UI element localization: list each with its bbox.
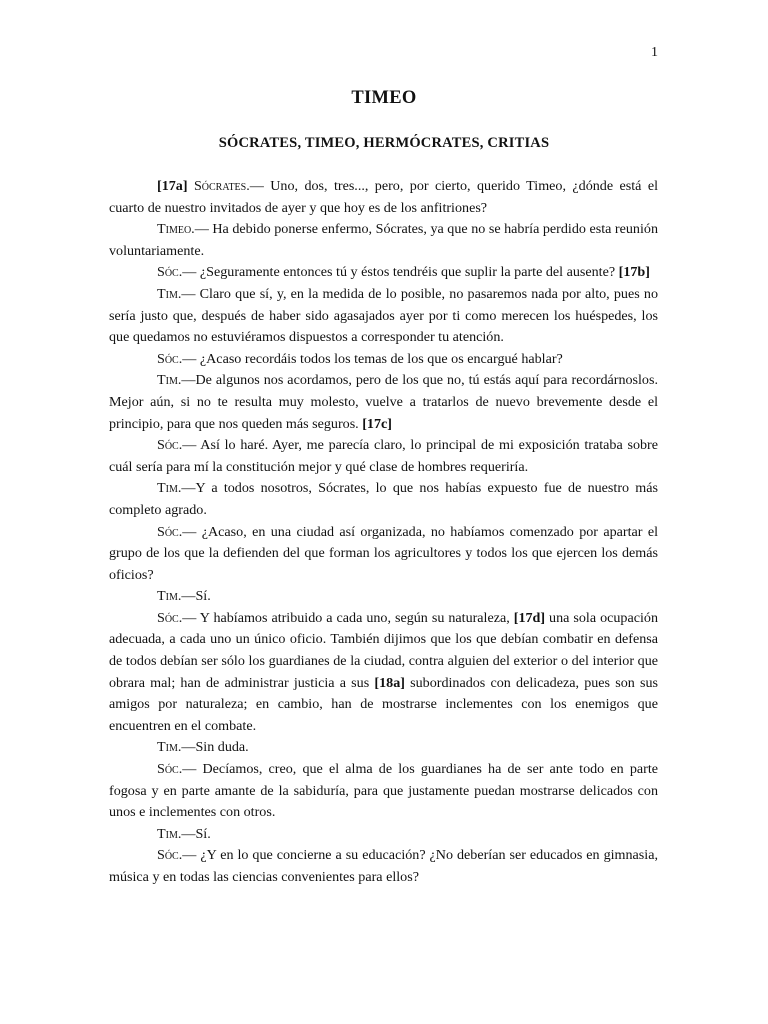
speaker-name: Timeo xyxy=(157,221,192,238)
dialogue-paragraph xyxy=(109,370,658,435)
dialogue-paragraph xyxy=(109,737,658,759)
speaker-name: Sóc xyxy=(157,264,179,281)
dialogue-text: .— Decíamos, creo, que el alma de los guardianes ha de ser ante todo en parte fogosa y en parte amante de la sabiduría, para que justamente puedan mostrarse delicados con unos e inclementes con otros. xyxy=(109,761,658,821)
dialogue-text: una sola ocupación adecuada, a cada uno un único oficio. También dijimos que los que debían combatir en defensa de todos debían ser sólo los guardianes de la ciudad, contra alguien del exterior o del interior que obrara mal; han de administrar justicia a sus xyxy=(109,609,658,691)
dialogue-text: .— Así lo haré. Ayer, me parecía claro, lo principal de mi exposición trataba sobre cuál sería para mí la constitución mejor y qué clase de hombres requeriría. xyxy=(109,437,658,475)
dialogue-text: .— ¿Acaso recordáis todos los temas de los que os encargué hablar? xyxy=(178,350,563,367)
dialogue-text: .— Ha debido ponerse enfermo, Sócrates, ya que no se habría perdido esta reunión voluntariamente. xyxy=(109,221,658,259)
dialogue-text: .—Sin duda. xyxy=(177,739,249,756)
dialogue-paragraph xyxy=(109,478,658,521)
dialogue-paragraph xyxy=(109,349,658,371)
dialogue-text: .— ¿Y en lo que concierne a su educación? ¿No deberían ser educados en gimnasia, música y en todas las ciencias convenientes para ellos? xyxy=(109,847,658,885)
stephanus-marker: [17b] xyxy=(618,264,650,281)
dialogue-paragraph xyxy=(109,262,658,284)
dialogue-text: .— Y habíamos atribuido a cada uno, según su naturaleza, xyxy=(178,609,514,626)
dialogue-paragraph xyxy=(109,219,658,262)
dialogue-body xyxy=(109,176,658,889)
dialogue-paragraph xyxy=(109,284,658,349)
characters-heading: SÓCRATES, TIMEO, HERMÓCRATES, CRITIAS xyxy=(218,135,550,151)
dialogue-text: .—De algunos nos acordamos, pero de los que no, tú estás aquí para recordárnoslos. Mejor aún, si no te resulta muy molesto, vuelve a tratarlos de nuevo brevemente desde el principio, para que nos queden más seguros. xyxy=(109,372,658,432)
dialogue-text: .—Y a todos nosotros, Sócrates, lo que nos habías expuesto fue de nuestro más completo agrado. xyxy=(109,480,658,518)
speaker-name: Sócrates xyxy=(193,178,247,194)
dialogue-paragraph xyxy=(109,759,658,824)
speaker-name: Sóc xyxy=(157,523,179,540)
dialogue-paragraph xyxy=(109,522,658,587)
stephanus-marker: [17c] xyxy=(362,415,392,432)
document-title: TIMEO xyxy=(351,88,417,108)
speaker-name: Sóc xyxy=(157,350,179,367)
speaker-name: Tim xyxy=(157,825,178,842)
speaker-name: Tim xyxy=(157,285,178,302)
speaker-name: Sóc xyxy=(157,609,179,626)
stephanus-marker: [17d] xyxy=(513,609,546,626)
dialogue-paragraph xyxy=(109,586,658,608)
speaker-name: Tim xyxy=(157,739,178,756)
page-number: 1 xyxy=(651,45,658,60)
dialogue-paragraph xyxy=(109,608,658,738)
speaker-name: Sóc xyxy=(157,437,179,454)
speaker-name: Tim xyxy=(157,480,178,497)
dialogue-paragraph xyxy=(109,435,658,478)
speaker-name: Tim xyxy=(157,588,178,605)
dialogue-paragraph xyxy=(109,176,658,219)
dialogue-text: .—Sí. xyxy=(177,588,211,605)
speaker-name: Tim xyxy=(157,372,178,389)
dialogue-paragraph xyxy=(109,845,658,888)
dialogue-text: subordinados con delicadeza, pues son sus amigos por naturaleza; en cambio, han de mostrarse inclementes con los enemigos que encuentren en el combate. xyxy=(109,674,659,734)
stephanus-marker: [18a] xyxy=(374,674,405,691)
dialogue-text: .— ¿Seguramente entonces tú y éstos tendréis que suplir la parte del ausente? xyxy=(178,264,619,281)
dialogue-text: .— Claro que sí, y, en la medida de lo posible, no pasaremos nada por alto, pues no sería justo que, después de haber sido agasajados ayer por ti como merecen los huéspedes, los que quedamos no estuviéramos dispuestos a corresponder tu atención. xyxy=(109,285,658,346)
dialogue-paragraph xyxy=(109,824,658,846)
stephanus-marker: [17a] xyxy=(157,178,188,194)
dialogue-text: .—Sí. xyxy=(177,825,211,842)
speaker-name: Sóc xyxy=(157,761,179,778)
dialogue-text: .— Uno, dos, tres..., pero, por cierto, querido Timeo, ¿dónde está el cuarto de nuestro invitados de ayer y que hoy es de los anfitriones? xyxy=(109,178,658,216)
speaker-name: Sóc xyxy=(157,847,179,864)
dialogue-text: .— ¿Acaso, en una ciudad así organizada, no habíamos comenzado por apartar el grupo de los que la defienden del que forman los agricultores y todos los que ejercen los demás oficios? xyxy=(109,523,658,583)
